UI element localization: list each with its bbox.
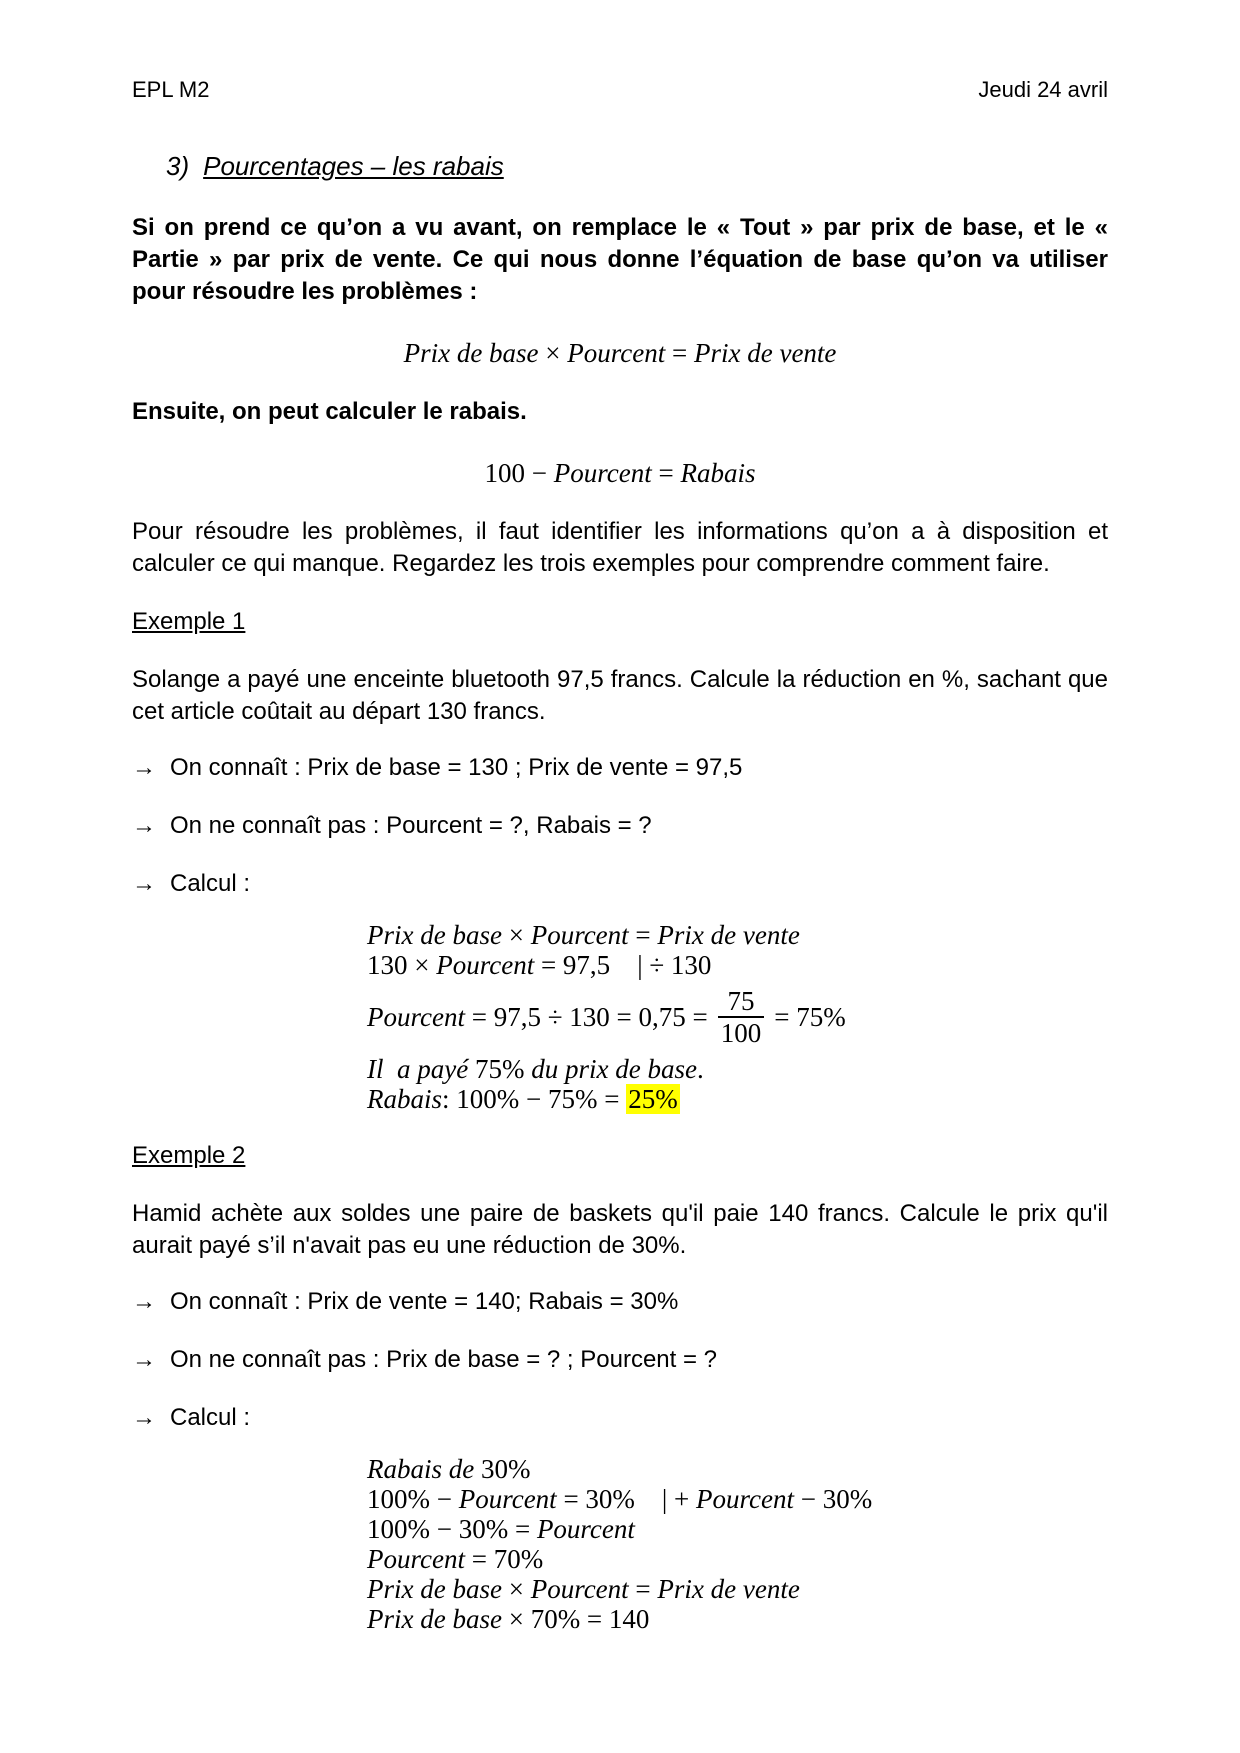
example2-heading bbox=[132, 1140, 1108, 1172]
example1-known-text: On connaît : Prix de base = 130 ; Prix de vente = 97,5 bbox=[170, 754, 743, 781]
example1-unknown-line bbox=[132, 810, 1108, 842]
calc-line: Prix de base × Pourcent = Prix de vente bbox=[367, 1574, 800, 1605]
method-paragraph: Pour résoudre les problèmes, il faut identifier les informations qu’on a à disposition et calculer ce qui manque. Regardez les trois exemples pour comprendre comment faire. bbox=[132, 518, 1108, 577]
example2-heading-text: Exemple 2 bbox=[132, 1142, 246, 1170]
arrow-icon: → bbox=[132, 1288, 156, 1316]
page-header bbox=[132, 0, 1108, 104]
calc-line: Prix de base × Pourcent = Prix de vente bbox=[367, 920, 800, 950]
fraction-numerator: 75 bbox=[727, 986, 755, 1016]
calc-line: 100% − Pourcent = 30% | + Pourcent − 30% bbox=[367, 1484, 873, 1515]
result-prefix: Rabais: 100% − 75% = bbox=[367, 1084, 620, 1115]
example2-calcul-label: Calcul : bbox=[170, 1404, 251, 1432]
calc-line-fraction bbox=[367, 986, 1108, 1048]
example1-known-line bbox=[132, 752, 1108, 784]
fraction bbox=[718, 986, 765, 1048]
arrow-icon: → bbox=[132, 754, 156, 781]
example1-calcul-label: Calcul : bbox=[170, 870, 251, 897]
ensuite-paragraph: Ensuite, on peut calculer le rabais. bbox=[132, 398, 527, 425]
equation-rabais-text: 100 − Pourcent = Rabais bbox=[484, 458, 756, 488]
calc-line: 100% − 30% = Pourcent bbox=[367, 1514, 635, 1545]
example1-calc-block bbox=[367, 920, 1108, 1114]
fraction-denominator: 100 bbox=[718, 1016, 765, 1048]
example2-known-text: On connaît : Prix de vente = 140; Rabais = 30% bbox=[170, 1288, 679, 1316]
equation-base bbox=[132, 336, 1108, 370]
example1-statement: Solange a payé une enceinte bluetooth 97,5 francs. Calcule la réduction en %, sachant que cet article coûtait au départ 130 francs. bbox=[132, 666, 1108, 725]
intro-bold-paragraph: Si on prend ce qu’on a vu avant, on remplace le « Tout » par prix de base, et le « Partie » par prix de vente. Ce qui nous donne l’équation de base qu’on va utiliser pour résoudre les problèmes : bbox=[132, 214, 1108, 305]
arrow-icon: → bbox=[132, 1404, 156, 1432]
section-title-text: Pourcentages – les rabais bbox=[203, 151, 504, 181]
example2-calc-block bbox=[367, 1454, 1108, 1634]
example1-calcul-line bbox=[132, 868, 1108, 900]
example1-heading bbox=[132, 606, 1108, 638]
section-title bbox=[166, 150, 1108, 182]
section-title-number: 3) bbox=[166, 151, 190, 181]
header-date: Jeudi 24 avril bbox=[978, 77, 1108, 102]
example2-known-line bbox=[132, 1286, 1108, 1318]
calc-line: Pourcent = 70% bbox=[367, 1544, 544, 1575]
example2-unknown-text: On ne connaît pas : Prix de base = ? ; Pourcent = ? bbox=[170, 1346, 718, 1374]
calc-line: Rabais de 30% bbox=[367, 1454, 531, 1485]
example1-unknown-text: On ne connaît pas : Pourcent = ?, Rabais = ? bbox=[170, 812, 652, 839]
equation-base-text: Prix de base × Pourcent = Prix de vente bbox=[403, 338, 837, 368]
arrow-icon: → bbox=[132, 812, 156, 839]
example2-calcul-line bbox=[132, 1402, 1108, 1434]
example2-unknown-line bbox=[132, 1344, 1108, 1376]
equation-rabais bbox=[132, 456, 1108, 490]
arrow-icon: → bbox=[132, 870, 156, 897]
example1-heading-text: Exemple 1 bbox=[132, 608, 246, 635]
example2-statement: Hamid achète aux soldes une paire de baskets qu'il paie 140 francs. Calcule le prix qu'il aurait payé s’il n'avait pas eu une réduction de 30%. bbox=[132, 1200, 1108, 1260]
header-course-code: EPL M2 bbox=[132, 77, 210, 102]
arrow-icon: → bbox=[132, 1346, 156, 1374]
calc-line: 130 × Pourcent = 97,5 | ÷ 130 bbox=[367, 950, 712, 980]
calc-line-result bbox=[367, 1084, 1108, 1114]
calc-line: Prix de base × 70% = 140 bbox=[367, 1604, 650, 1635]
highlighted-result: 25% bbox=[628, 1084, 678, 1115]
fraction-line-prefix: Pourcent = 97,5 ÷ 130 = 0,75 = bbox=[367, 1002, 708, 1033]
fraction-line-suffix: = 75% bbox=[774, 1002, 846, 1033]
calc-line: Il a payé 75% du prix de base. bbox=[367, 1054, 704, 1085]
